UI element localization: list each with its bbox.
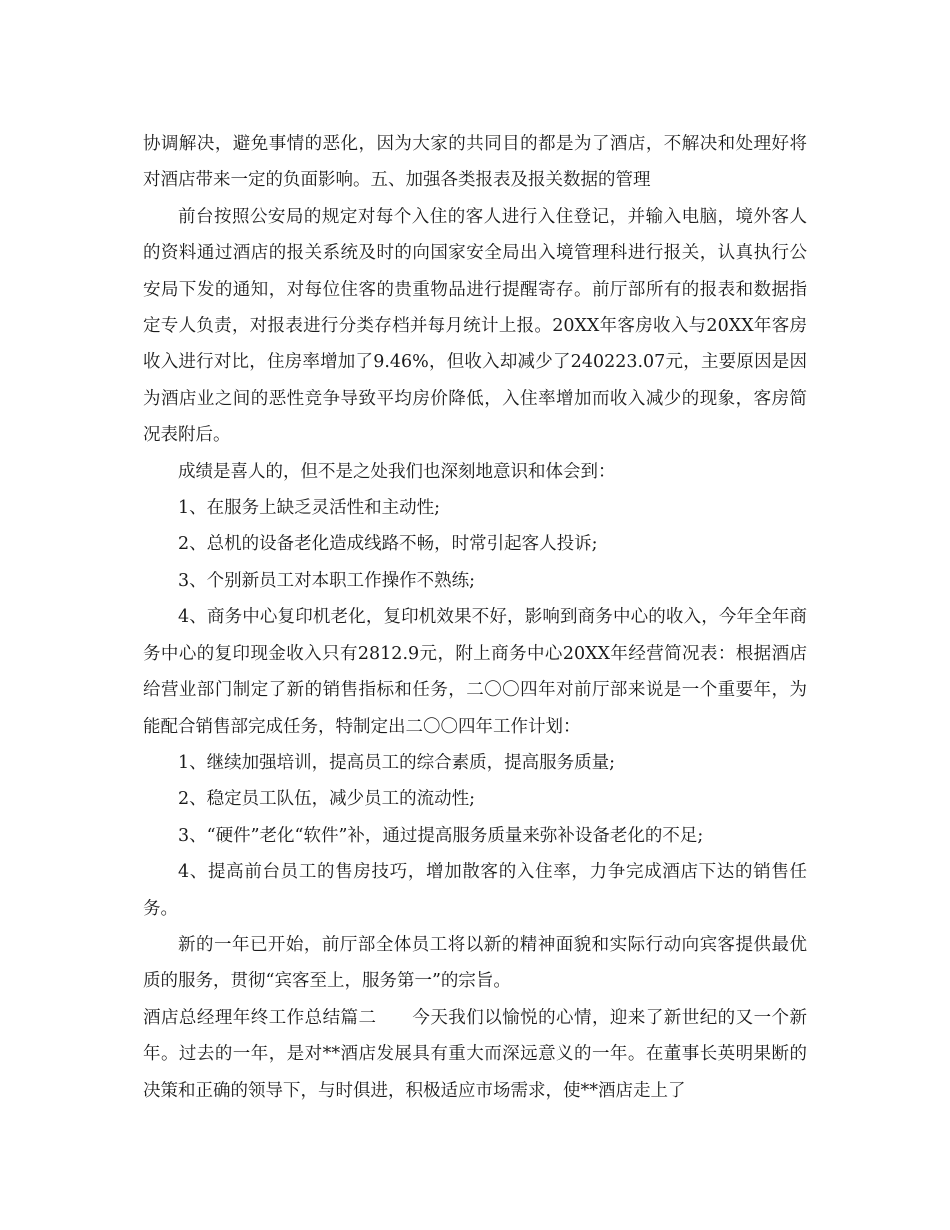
- paragraph-6: 3、个别新员工对本职工作操作不熟练;: [178, 570, 476, 591]
- paragraph-8: 1、继续加强培训，提高员工的综合素质，提高服务质量;: [178, 752, 616, 773]
- paragraph-13: 酒店总经理年终工作总结篇二 今天我们以愉悦的心情，迎来了新世纪的又一个新年。过去的一年，是对**酒店发展具有重大而深远意义的一年。在董事长英明果断的决策和正确的领导下，与时俱进，积极适应市场需求，使**酒店走上了: [143, 1007, 807, 1101]
- document-body: [143, 126, 807, 1109]
- paragraph-10: 3、“硬件”老化“软件”补，通过提高服务质量来弥补设备老化的不足;: [178, 825, 704, 846]
- paragraph-12: 新的一年已开始，前厅部全体员工将以新的精神面貌和实际行动向宾客提供最优质的服务，贯彻“宾客至上，服务第一”的宗旨。: [143, 934, 807, 992]
- paragraph-1: 协调解决，避免事情的恶化，因为大家的共同目的都是为了酒店，不解决和处理好将对酒店带来一定的负面影响。五、加强各类报表及报关数据的管理: [143, 134, 807, 191]
- paragraph-9: 2、稳定员工队伍，减少员工的流动性;: [178, 789, 476, 810]
- paragraph-5: 2、总机的设备老化造成线路不畅，时常引起客人投诉;: [178, 534, 598, 555]
- paragraph-7: 4、商务中心复印机老化，复印机效果不好，影响到商务中心的收入，今年全年商务中心的复印现金收入只有2812.9元，附上商务中心20XX年经营简况表：根据酒店给营业部门制定了新的销售指标和任务，二〇〇四年对前厅部来说是一个重要年，为能配合销售部完成任务，特制定出二〇〇四年工作计划：: [143, 607, 807, 737]
- paragraph-3: 成绩是喜人的，但不是之处我们也深刻地意识和体会到：: [178, 461, 616, 482]
- paragraph-4: 1、在服务上缺乏灵活性和主动性;: [178, 498, 441, 519]
- paragraph-2: 前台按照公安局的规定对每个入住的客人进行入住登记，并输入电脑，境外客人的资料通过酒店的报关系统及时的向国家安全局出入境管理科进行报关，认真执行公安局下发的通知，对每位住客的贵重物品进行提醒寄存。前厅部所有的报表和数据指定专人负责，对报表进行分类存档并每月统计上报。20XX年客房收入与20XX年客房收入进行对比，住房率增加了9.46%，但收入却减少了240223.07元，主要原因是因为酒店业之间的恶性竞争导致平均房价降低，入住率增加而收入减少的现象，客房简况表附后。: [143, 206, 807, 446]
- paragraph-11: 4、提高前台员工的售房技巧，增加散客的入住率，力争完成酒店下达的销售任务。: [143, 862, 807, 919]
